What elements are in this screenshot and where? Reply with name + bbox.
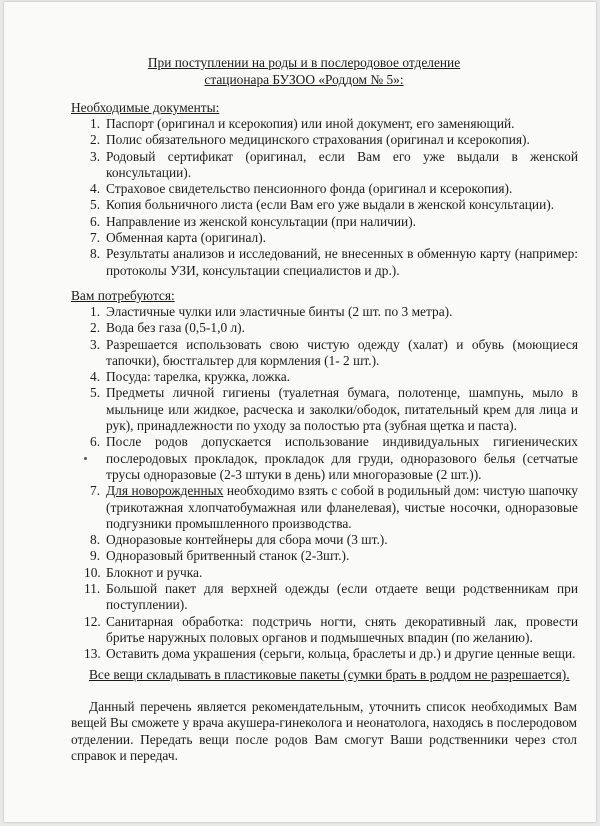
list-item: 1. Эластичные чулки или эластичные бинты (2 шт. по 3 метра). (90, 304, 453, 319)
list-item: 9. Одноразовый бритвенный станок (2-3шт.). (90, 548, 350, 564)
list-item: 7. Обменная карта (оригинал). (90, 230, 267, 246)
recommendation-note: Данный перечень является рекомендательным, уточнить список необходимых Вам вещей Вы сможете у врача акушера-гинеколога и неонатолога, находясь в послеродовом отделении. Передать вещи после родов Вам смогут Ваши родственники через стол справок и передач. (71, 699, 577, 763)
list-item: 1. Паспорт (оригинал и ксерокопия) или иной документ, его заменяющий. (90, 116, 515, 131)
newborn-lead: Для новорожденных (106, 483, 224, 499)
list-item: 5. Предметы личной гигиены (туалетная бумага, полотенце, шампунь, мыло в мыльнице или жидкое, расческа и заколки/ободок, питательный крем для лица и рук), принадлежности по уходу за полостью рта (зубная щетка и паста). (90, 385, 578, 434)
list-item: 2. Вода без газа (0,5-1,0 л). (90, 320, 245, 336)
list-item: 3. Разрешается использовать свою чистую одежду (халат) и обувь (моющиеся тапочки), бюстгальтер для кормления (1- 2 шт.). (90, 336, 578, 368)
list-item: 8. Одноразовые контейнеры для сбора мочи (3 шт.). (90, 532, 388, 548)
list-item: 4. Страховое свидетельство пенсионного фонда (оригинал и ксерокопия). (90, 181, 513, 197)
scan-speck (84, 457, 87, 460)
needs-list (76, 304, 578, 663)
list-item: 11. Большой пакет для верхней одежды (если отдаете вещи родственникам при поступлении). (84, 581, 578, 613)
document-page (4, 2, 596, 822)
list-item: 4. Посуда: тарелка, кружка, ложка. (90, 369, 290, 385)
list-item: 10. Блокнот и ручка. (84, 564, 203, 580)
list-item: 7. Для новорожденных необходимо взять с собой в родильный дом: чистую шапочку (трикотажная хлопчатобумажная или фланелевая), чистые носочки, одноразовые подгузники промышленного производства. (90, 483, 579, 531)
list-item: 3. Родовый сертификат (оригинал, если Вам его уже выдали в женской консультации). (90, 148, 578, 180)
list-item: 2. Полис обязательного медицинского страхования (оригинал и ксерокопия). (90, 132, 530, 148)
packing-note: Все вещи складывать в пластиковые пакеты (сумки брать в роддом не разрешается). (89, 667, 570, 682)
documents-list (76, 116, 578, 279)
list-item: 13. Оставить дома украшения (серьги, кольца, браслеты и др.) и другие ценные вещи. (84, 646, 576, 662)
list-item: 5. Копия больничного листа (если Вам его уже выдали в женской консультации). (90, 197, 555, 213)
document-title (4, 54, 600, 88)
list-item: 6. Направление из женской консультации (при наличии). (90, 213, 417, 229)
title-line-1: При поступлении на роды и в послеродовое отделение (147, 55, 461, 70)
documents-heading: Необходимые документы: (71, 100, 220, 115)
title-line-2: стационара БУЗОО «Роддом № 5»: (204, 72, 404, 87)
needs-heading: Вам потребуются: (71, 288, 175, 303)
list-item: 6. После родов допускается использование индивидуальных гигиенических послеродовых прокладок, прокладок для груди, одноразового белья (сетчатые трусы одноразовые (2-3 штуки в день) или многоразовые (2 шт.)). (90, 434, 578, 482)
list-item: 12. Санитарная обработка: подстричь ногти, снять декоративный лак, провести бритье наружных половых органов и подмышечных впадин (по желанию). (84, 613, 578, 645)
list-item: 8. Результаты анализов и исследований, не внесенных в обменную карту (например: протоколы УЗИ, консультации специалистов и др.). (90, 246, 578, 278)
